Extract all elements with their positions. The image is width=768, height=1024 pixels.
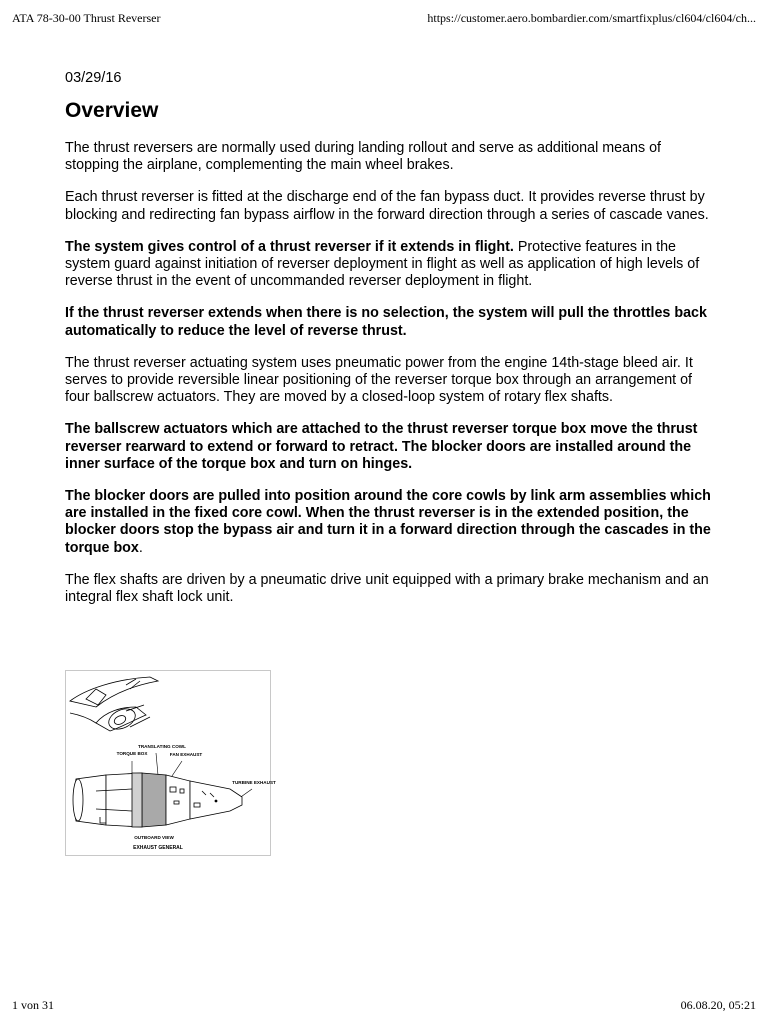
nacelle-drawing [73,773,242,827]
document-body [65,68,715,621]
paragraph-8: The flex shafts are driven by a pneumatic drive unit equipped with a primary brake mechanism and an integral flex shaft lock unit. [65,571,709,606]
paragraph-4-bold: If the thrust reverser extends when there is no selection, the system will pull the throttles back automatically to reduce the level of reverse thrust. [65,305,707,339]
paragraph-6 [65,421,715,473]
paragraph-5: The thrust reverser actuating system uses pneumatic power from the engine 14th-stage bleed air. It serves to provide reversible linear positioning of the reverser torque box through an arrangement of four ballscrew actuators. They are moved by a closed-loop system of rotary flex shafts. [65,354,693,406]
paragraph-3-rest: Protective features in the system guard against initiation of reverser deployment in flight as well as application of high levels of reverse thrust in the event of uncommanded reverser deployment in flight. [65,238,700,290]
paragraph-3-bold: The system gives control of a thrust reverser if it extends in flight. [65,238,514,255]
page-number: 1 von 31 [12,998,54,1012]
paragraph-4 [65,305,715,339]
label-turbine-exhaust: TURBINE EXHAUST [232,780,276,785]
paragraph-7 [65,488,715,557]
label-torque-box: TORQUE BOX [116,751,148,756]
document-date: 03/29/16 [65,70,122,86]
paragraph-7-rest: . [138,539,143,556]
aircraft-locator-sketch [70,677,158,733]
page-title: Overview [65,99,159,122]
browser-print-title: ATA 78-30-00 Thrust Reverser [12,11,161,25]
label-translating-cowl: TRANSLATING COWL [138,744,186,749]
caption-exhaust-general: EXHAUST GENERAL [133,845,183,851]
browser-print-url: https://customer.aero.bombardier.com/smartfixplus/cl604/cl604/ch... [427,11,756,25]
engine-diagram [66,671,276,855]
print-timestamp: 06.08.20, 05:21 [680,998,756,1012]
paragraph-3 [65,239,715,291]
paragraph-1: The thrust reversers are normally used during landing rollout and serve as additional means of stopping the airplane, complementing the main wheel brakes. [65,140,662,174]
paragraph-2: Each thrust reverser is fitted at the discharge end of the fan bypass duct. It provides reverse thrust by blocking and redirecting fan bypass airflow in the forward direction through a series of cascade vanes. [65,189,709,223]
label-fan-exhaust: FAN EXHAUST [169,752,203,757]
paragraph-6-bold: The ballscrew actuators which are attached to the thrust reverser torque box move the thrust reverser rearward to extend or forward to retract. The blocker doors are installed around the inner surface of the torque box and turn on hinges. [65,421,698,472]
caption-outboard-view: OUTBOARD VIEW [134,835,174,840]
paragraph-7-bold: The blocker doors are pulled into position around the core cowls by link arm assemblies which are installed in the fixed core cowl. When the thrust reverser is in the extended position, the blocker doors stop the bypass air and turn it in a forward direction through the cascades in the torque box [65,488,711,556]
exhaust-general-figure[interactable] [65,670,276,856]
